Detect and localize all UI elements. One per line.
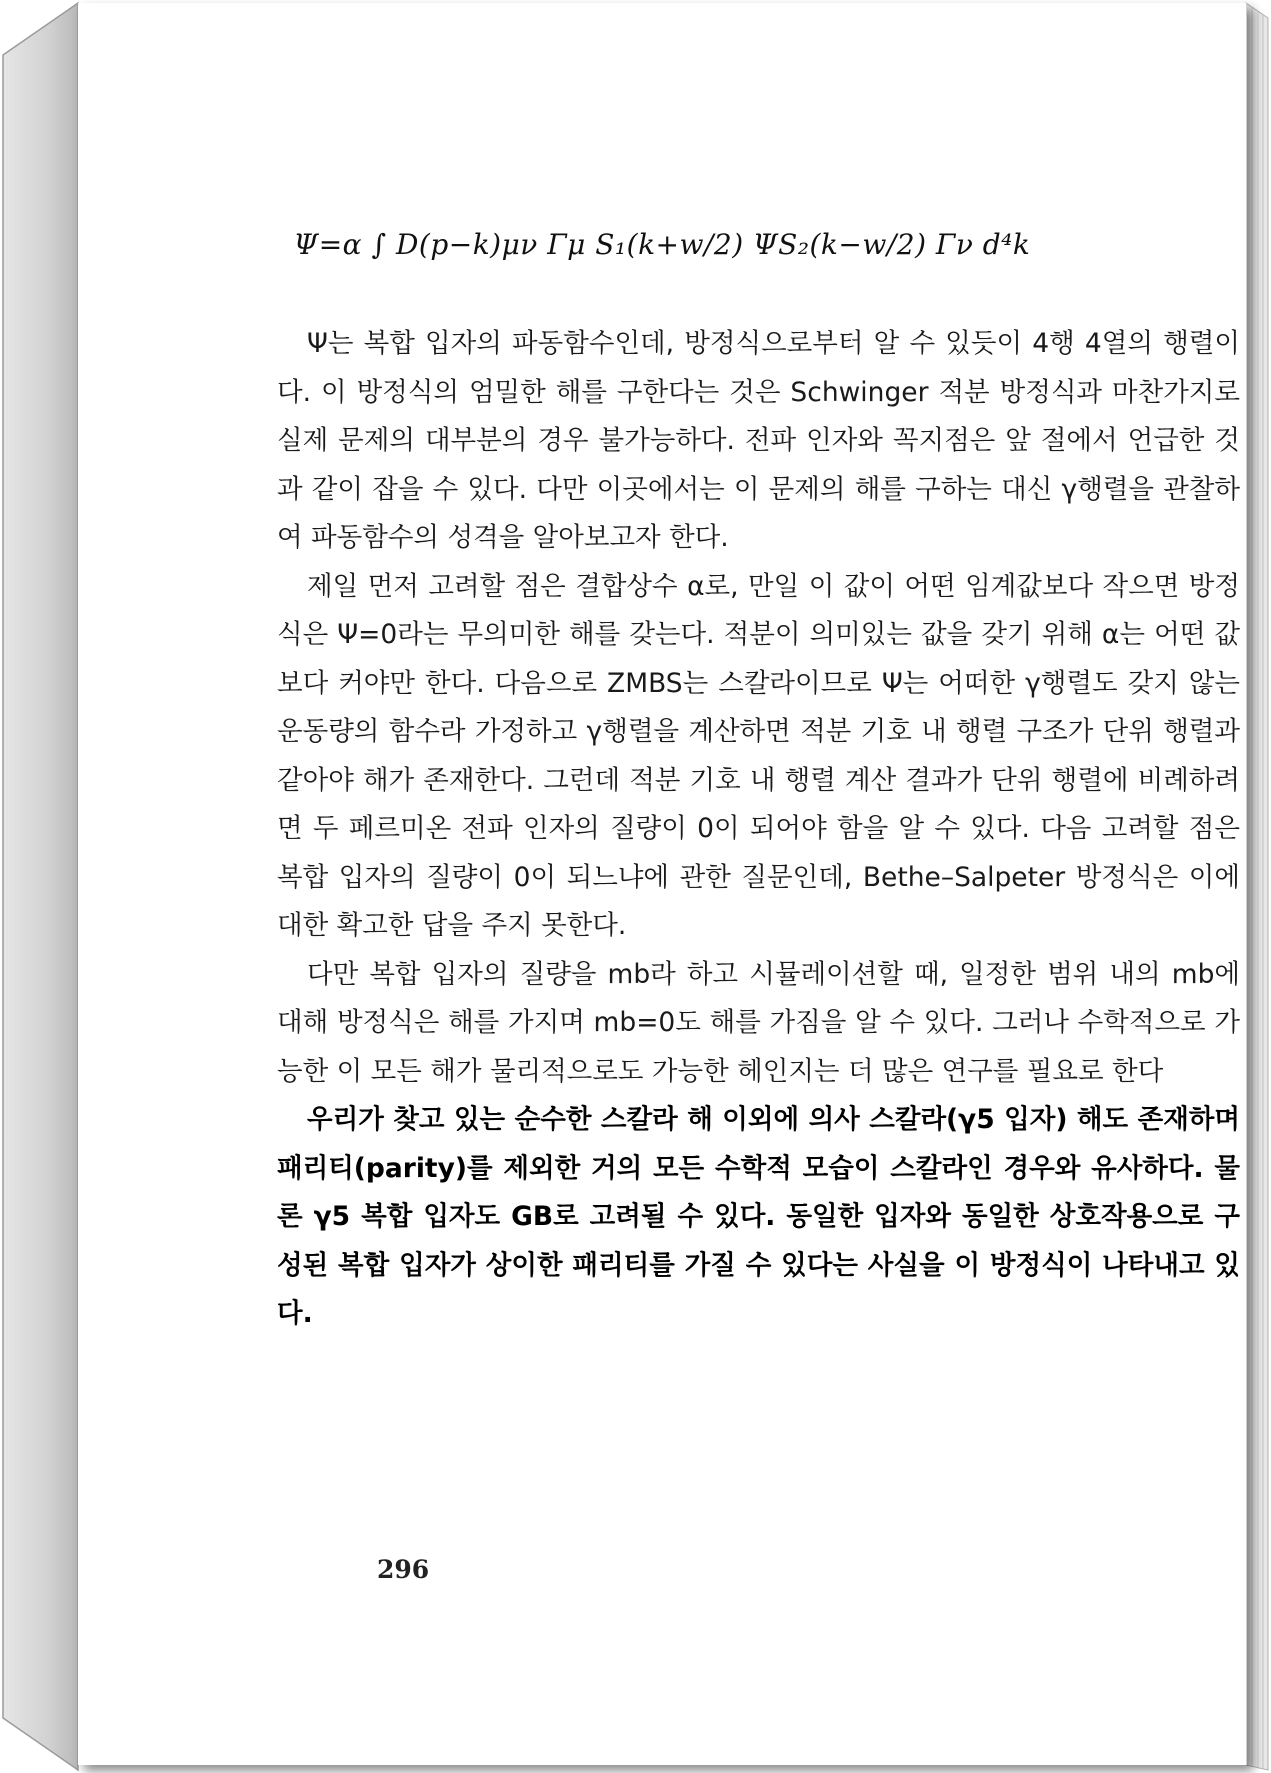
paragraph-2: 제일 먼저 고려할 점은 결합상수 α로, 만일 이 값이 어떤 임계값보다 작으면 방정식은 Ψ=0라는 무의미한 해를 갖는다. 적분이 의미있는 값을 갖기 위해 α는 어떤 값보다 커야만 한다. 다음으로 ZMBS는 스칼라이므로 Ψ는 어떠한 γ행렬도 갖지 않는 운동량의 함수라 가정하고 γ행렬을 계산하면 적분 기호 내 행렬 구조가 단위 행렬과 같아야 해가 존재한다. 그런데 적분 기호 내 행렬 계산 결과가 단위 행렬에 비례하려면 두 페르미온 전파 인자의 질량이 0이 되어야 함을 알 수 있다. 다음 고려할 점은 복합 입자의 질량이 0이 되느냐에 관한 질문인데, Bethe–Salpeter 방정식은 이에 대한 확고한 답을 주지 못한다.	[277, 570, 1240, 941]
paragraph-1: Ψ는 복합 입자의 파동함수인데, 방정식으로부터 알 수 있듯이 4행 4열의 행렬이다. 이 방정식의 엄밀한 해를 구한다는 것은 Schwinger 적분 방정식과 마찬가지로 실제 문제의 대부분의 경우 불가능하다. 전파 인자와 꼭지점은 앞 절에서 언급한 것과 같이 잡을 수 있다. 다만 이곳에서는 이 문제의 해를 구하는 대신 γ행렬을 관찰하여 파동함수의 성격을 알아보고자 한다.	[277, 328, 1240, 553]
book-page	[78, 3, 1247, 1765]
paragraph-3: 다만 복합 입자의 질량을 mb라 하고 시뮬레이션할 때, 일정한 범위 내의 mb에 대해 방정식은 해를 가지며 mb=0도 해를 가짐을 알 수 있다. 그러나 수학적으로 가능한 이 모든 해가 물리적으로도 가능한 헤인지는 더 많은 연구를 필요로 한다	[277, 958, 1240, 1087]
equation: Ψ=α ∫ D(p−k)μν Γμ S₁(k+w/2) ΨS₂(k−w/2) Γν d⁴k	[293, 228, 1031, 261]
page-number: 296	[377, 1555, 430, 1584]
paragraph-4: 우리가 찾고 있는 순수한 스칼라 해 이외에 의사 스칼라(γ5 입자) 해도 존재하며 패리티(parity)를 제외한 거의 모든 수학적 모습이 스칼라인 경우와 유사하다. 물론 γ5 복합 입자도 GB로 고려될 수 있다. 동일한 입자와 동일한 상호작용으로 구성된 복합 입자가 상이한 패리티를 가질 수 있다는 사실을 이 방정식이 나타내고 있다.	[277, 1104, 1240, 1329]
body-text	[277, 320, 1240, 1339]
